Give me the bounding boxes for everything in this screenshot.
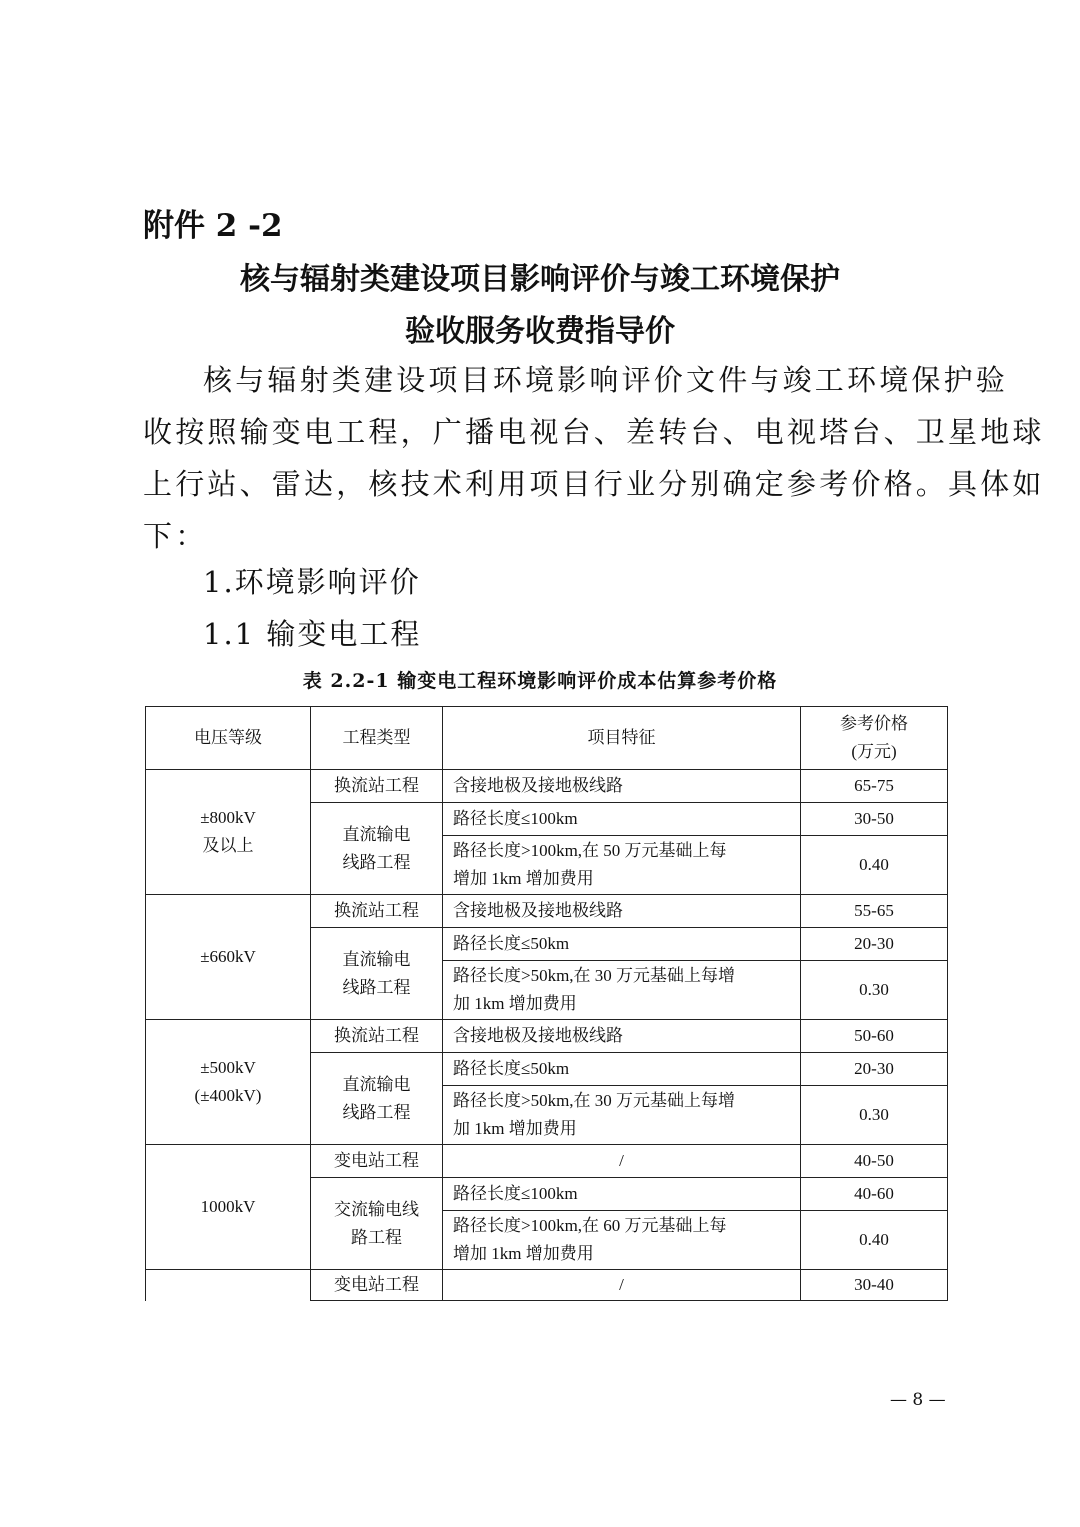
feature-line2: 增加 1km 增加费用: [453, 1244, 594, 1263]
type-line1: 直流输电: [342, 824, 411, 844]
header-voltage: 电压等级: [146, 707, 311, 770]
type-line2: 路工程: [351, 1227, 402, 1247]
feature-line1: 路径长度>100km,在 60 万元基础上每: [453, 1216, 727, 1235]
voltage-cell: [146, 1145, 311, 1270]
feature-cell: 路径长度≤50km: [443, 1053, 801, 1086]
voltage-line1: ±800kV: [200, 808, 256, 827]
type-line1: 直流输电: [342, 1074, 411, 1094]
price-cell: 0.40: [801, 1211, 948, 1270]
voltage-line1: ±660kV: [200, 947, 256, 966]
price-cell: 50-60: [801, 1020, 948, 1053]
price-cell: 30-50: [801, 803, 948, 836]
type-cell: 换流站工程: [311, 895, 443, 928]
table-row: [146, 1020, 948, 1053]
section-heading-1-1: 1.1 输变电工程: [203, 617, 422, 651]
type-line2: 线路工程: [342, 852, 411, 872]
feature-cell: [443, 836, 801, 895]
feature-cell: /: [443, 1270, 801, 1301]
table-caption: 表 2.2-1 输变电工程环境影响评价成本估算参考价格: [302, 670, 778, 692]
price-cell: 0.30: [801, 1086, 948, 1145]
table-header-row: [146, 707, 948, 770]
attachment-label: 附件 2 -2: [143, 208, 283, 244]
voltage-line1: 1000kV: [200, 1197, 256, 1216]
page-number: — 8 —: [890, 1390, 946, 1410]
type-cell: [311, 803, 443, 895]
feature-line2: 加 1km 增加费用: [453, 994, 577, 1013]
feature-cell: 含接地极及接地极线路: [443, 1020, 801, 1053]
header-price-line1: 参考价格: [840, 714, 908, 733]
voltage-cell: [146, 895, 311, 1020]
type-cell: 变电站工程: [311, 1145, 443, 1178]
price-cell: 20-30: [801, 1053, 948, 1086]
feature-cell: [443, 1086, 801, 1145]
type-cell: [311, 1178, 443, 1270]
voltage-cell: [146, 1270, 311, 1301]
type-cell: 变电站工程: [311, 1270, 443, 1301]
type-line1: 交流输电线: [334, 1199, 419, 1219]
table-row: [146, 895, 948, 928]
voltage-line1: ±500kV: [200, 1058, 256, 1077]
table-row: [146, 1145, 948, 1178]
feature-cell: 路径长度≤100km: [443, 803, 801, 836]
feature-line1: 路径长度>50km,在 30 万元基础上每增: [453, 966, 736, 985]
table-row: [146, 770, 948, 803]
price-cell: 40-50: [801, 1145, 948, 1178]
price-cell: 55-65: [801, 895, 948, 928]
price-table: [145, 706, 948, 1301]
voltage-line2: 及以上: [202, 836, 254, 855]
type-cell: 换流站工程: [311, 770, 443, 803]
feature-line2: 增加 1km 增加费用: [453, 869, 594, 888]
header-price-line2: (万元): [851, 742, 897, 761]
feature-cell: /: [443, 1145, 801, 1178]
feature-cell: 含接地极及接地极线路: [443, 770, 801, 803]
price-cell: 65-75: [801, 770, 948, 803]
voltage-cell: [146, 1020, 311, 1145]
voltage-cell: [146, 770, 311, 895]
intro-line-1: 核与辐射类建设项目环境影响评价文件与竣工环境保护验: [203, 363, 1009, 397]
type-cell: 换流站工程: [311, 1020, 443, 1053]
intro-line-2: 收按照输变电工程，广播电视台、差转台、电视塔台、卫星地球: [143, 415, 1045, 449]
type-cell: [311, 1053, 443, 1145]
feature-cell: 路径长度≤100km: [443, 1178, 801, 1211]
feature-line1: 路径长度>50km,在 30 万元基础上每增: [453, 1091, 736, 1110]
feature-line2: 加 1km 增加费用: [453, 1119, 577, 1138]
price-cell: 0.40: [801, 836, 948, 895]
header-type: 工程类型: [311, 707, 443, 770]
price-cell: 20-30: [801, 928, 948, 961]
type-line2: 线路工程: [342, 1102, 411, 1122]
table-row: [146, 1270, 948, 1301]
type-line2: 线路工程: [342, 977, 411, 997]
voltage-line2: (±400kV): [194, 1086, 262, 1105]
feature-cell: [443, 1211, 801, 1270]
feature-cell: 路径长度≤50km: [443, 928, 801, 961]
document-title-line1: 核与辐射类建设项目影响评价与竣工环境保护: [240, 262, 840, 297]
intro-line-3: 上行站、雷达，核技术利用项目行业分别确定参考价格。具体如: [143, 467, 1045, 501]
type-line1: 直流输电: [342, 949, 411, 969]
section-heading-1: 1.环境影响评价: [203, 565, 421, 599]
feature-cell: 含接地极及接地极线路: [443, 895, 801, 928]
feature-line1: 路径长度>100km,在 50 万元基础上每: [453, 841, 727, 860]
intro-line-4: 下：: [143, 519, 208, 553]
document-title-line2: 验收服务收费指导价: [405, 314, 675, 349]
price-cell: 40-60: [801, 1178, 948, 1211]
feature-cell: [443, 961, 801, 1020]
price-cell: 0.30: [801, 961, 948, 1020]
header-price: [801, 707, 948, 770]
header-feature: 项目特征: [443, 707, 801, 770]
price-cell: 30-40: [801, 1270, 948, 1301]
type-cell: [311, 928, 443, 1020]
